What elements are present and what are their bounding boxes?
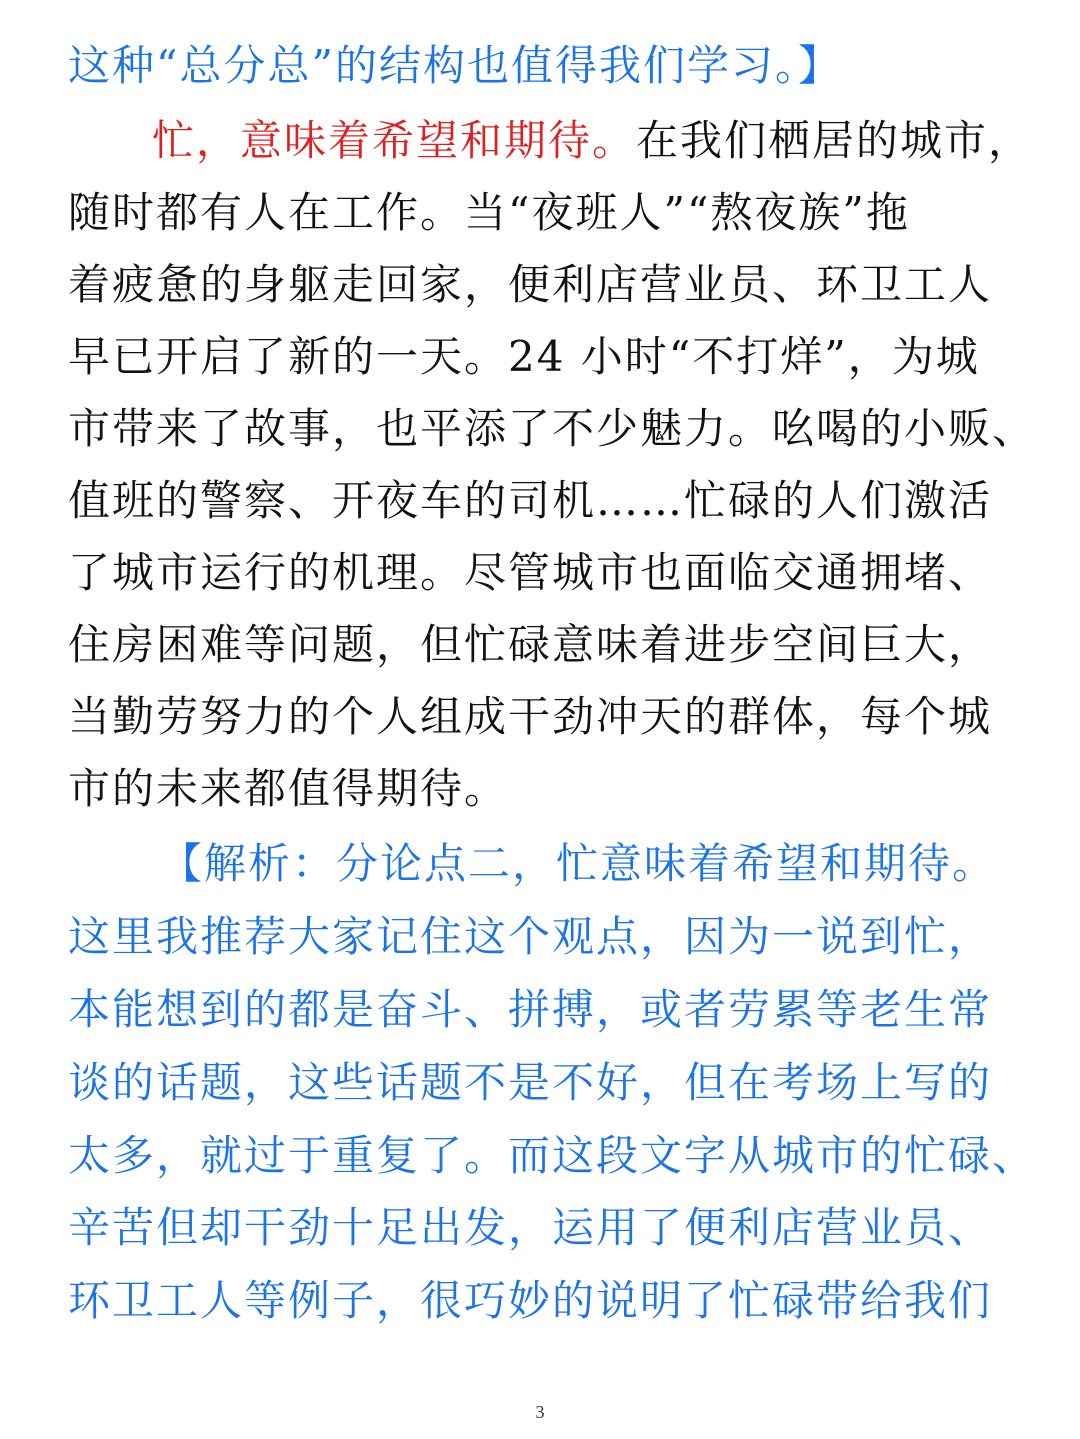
page-number: 3: [535, 1402, 545, 1422]
paragraph1-line: 了城市运行的机理。尽管城市也面临交通拥堵、: [68, 548, 993, 597]
paragraph1-first-line-rest: 在我们栖居的城市，: [636, 116, 1033, 165]
paragraph1-line: 市的未来都值得期待。: [68, 764, 509, 813]
analysis-line: 本能想到的都是奋斗、拼搏，或者劳累等老生常: [68, 985, 993, 1034]
paragraph1-line: 着疲惫的身躯走回家，便利店营业员、环卫工人: [68, 260, 993, 309]
paragraph1-line: 市带来了故事，也平添了不少魅力。吆喝的小贩、: [68, 404, 1037, 453]
paragraph1-highlight: 忙，意味着希望和期待。: [152, 116, 637, 165]
paragraph1-line: 住房困难等问题，但忙碌意味着进步空间巨大，: [68, 620, 993, 669]
paragraph1-line: 值班的警察、开夜车的司机……忙碌的人们激活: [68, 476, 993, 525]
analysis-line: 辛苦但却干劲十足出发，运用了便利店营业员、: [68, 1203, 993, 1252]
intro-line: 这种“总分总”的结构也值得我们学习。】: [68, 41, 842, 90]
paragraph1-first-line: [152, 113, 1032, 169]
paragraph1-line: 早已开启了新的一天。24 小时“不打烊”，为城: [68, 332, 980, 381]
analysis-first-line: 【解析：分论点二，忙意味着希望和期待。: [160, 839, 997, 888]
paragraph1-line: 当勤劳努力的个人组成干劲冲天的群体，每个城: [68, 692, 993, 741]
paragraph1-line: 随时都有人在工作。当“夜班人”“熬夜族”拖: [68, 188, 910, 237]
analysis-line: 这里我推荐大家记住这个观点，因为一说到忙，: [68, 912, 993, 961]
analysis-line: 谈的话题，这些话题不是不好，但在考场上写的: [68, 1058, 993, 1107]
analysis-line: 太多，就过于重复了。而这段文字从城市的忙碌、: [68, 1131, 1037, 1180]
analysis-line: 环卫工人等例子，很巧妙的说明了忙碌带给我们: [68, 1276, 993, 1325]
